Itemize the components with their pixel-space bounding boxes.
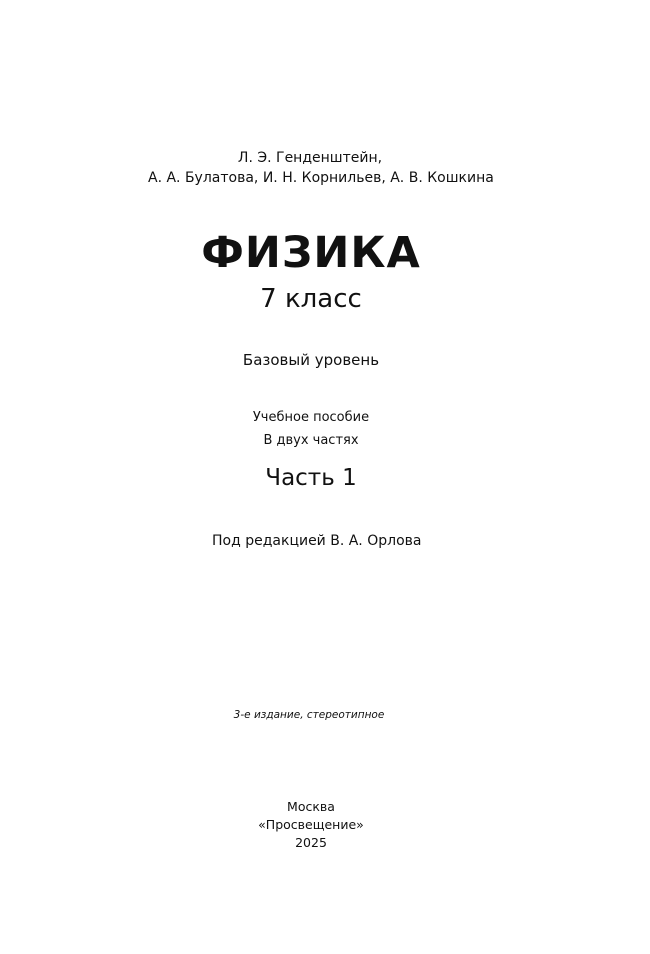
book-type-label: Учебное пособие bbox=[252, 410, 370, 425]
publisher-name: «Просвещение» bbox=[258, 817, 364, 832]
level-label: Базовый уровень bbox=[242, 351, 380, 369]
editor-line: Под редакцией В. А. Орлова bbox=[212, 533, 422, 549]
parts-note: В двух частях bbox=[263, 433, 359, 448]
edition-note: 3-е издание, стереотипное bbox=[233, 709, 385, 721]
authors-line-2: А. А. Булатова, И. Н. Корнильев, А. В. Кошкина bbox=[148, 170, 494, 186]
part-label: Часть 1 bbox=[265, 465, 357, 491]
grade-label: 7 класс bbox=[260, 284, 362, 314]
publication-year: 2025 bbox=[295, 835, 327, 850]
book-title: ФИЗИКА bbox=[201, 228, 421, 278]
authors-line-1: Л. Э. Генденштейн, bbox=[237, 150, 383, 166]
publication-city: Москва bbox=[287, 799, 335, 814]
